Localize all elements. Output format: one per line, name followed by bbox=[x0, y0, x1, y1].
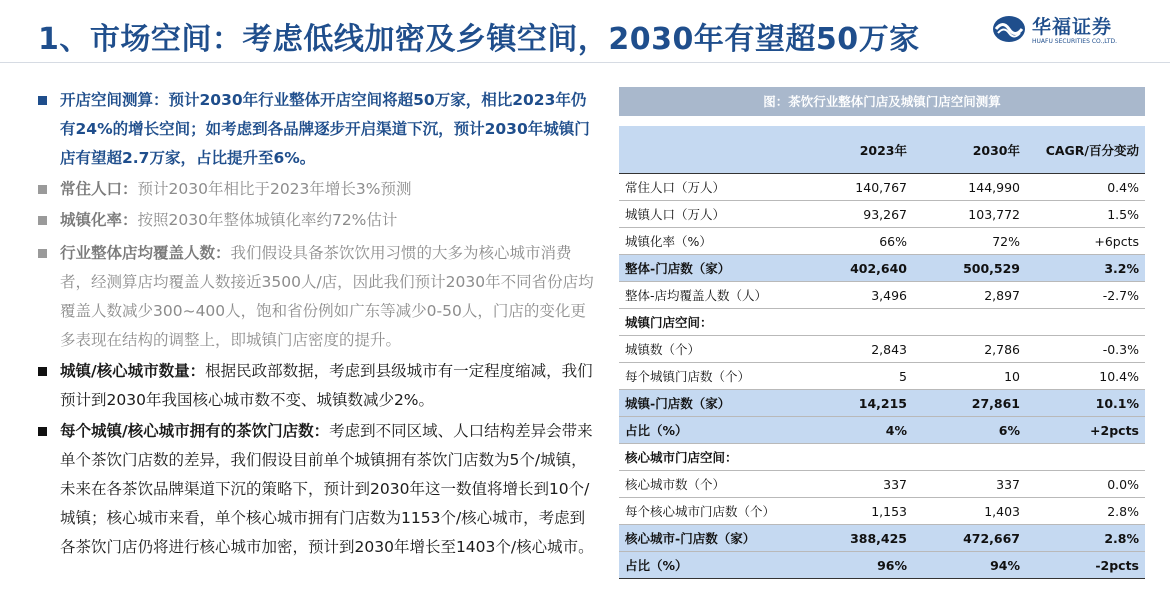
value-change: 10.1% bbox=[1026, 390, 1145, 417]
value-2030 bbox=[913, 309, 1026, 336]
paragraph-head: 城镇/核心城市数量： bbox=[60, 362, 206, 380]
square-bullet-icon bbox=[38, 185, 47, 194]
section-label: 核心城市门店空间： bbox=[619, 444, 799, 471]
value-change: 2.8% bbox=[1026, 498, 1145, 525]
value-2030: 144,990 bbox=[913, 174, 1026, 201]
paragraph-population bbox=[34, 175, 600, 204]
table-row bbox=[619, 363, 1145, 390]
table-section-row bbox=[619, 444, 1145, 471]
row-label: 常住人口（万人） bbox=[619, 174, 799, 201]
table-section-row bbox=[619, 309, 1145, 336]
table-row-highlight bbox=[619, 255, 1145, 282]
value-change: -0.3% bbox=[1026, 336, 1145, 363]
paragraph-body: 预计2030年相比于2023年增长3%预测 bbox=[137, 180, 412, 198]
row-label: 占比（%） bbox=[619, 552, 799, 579]
paragraph-city-count bbox=[34, 357, 600, 415]
paragraph-coverage bbox=[34, 239, 600, 355]
row-label: 整体-门店数（家） bbox=[619, 255, 799, 282]
value-2023: 96% bbox=[799, 552, 913, 579]
logo-name-en: HUAFU SECURITIES CO.,LTD. bbox=[1032, 38, 1118, 45]
value-change bbox=[1026, 309, 1145, 336]
paragraph-body: 我们假设具备茶饮饮用习惯的大多为核心城市消费者，经测算店均覆盖人数接近3500人/店，因此我们预计2030年不同省份店均覆盖人数减少300~400人，饱和省份例如广东等减少0-50人，门店的变化更多表现在结构的调整上，即城镇门店密度的提升。 bbox=[60, 244, 594, 349]
paragraph-body: 按照2030年整体城镇化率约72%估计 bbox=[137, 211, 398, 229]
value-2023: 1,153 bbox=[799, 498, 913, 525]
value-2030: 1,403 bbox=[913, 498, 1026, 525]
store-space-table bbox=[619, 87, 1145, 579]
row-label: 整体-店均覆盖人数（人） bbox=[619, 282, 799, 309]
row-label: 占比（%） bbox=[619, 417, 799, 444]
table-row bbox=[619, 228, 1145, 255]
square-bullet-icon bbox=[38, 427, 47, 436]
value-change: 0.0% bbox=[1026, 471, 1145, 498]
huafu-logo-icon bbox=[992, 14, 1026, 44]
value-2023 bbox=[799, 444, 913, 471]
row-label: 核心城市-门店数（家） bbox=[619, 525, 799, 552]
table-row bbox=[619, 471, 1145, 498]
value-change: -2.7% bbox=[1026, 282, 1145, 309]
row-label: 核心城市数（个） bbox=[619, 471, 799, 498]
text-column bbox=[34, 86, 600, 562]
value-2023: 402,640 bbox=[799, 255, 913, 282]
paragraph-head: 行业整体店均覆盖人数： bbox=[60, 244, 231, 262]
value-2023 bbox=[799, 309, 913, 336]
logo-name-cn: 华福证券 bbox=[1032, 16, 1113, 38]
value-2030: 2,897 bbox=[913, 282, 1026, 309]
row-label: 每个核心城市门店数（个） bbox=[619, 498, 799, 525]
table-row bbox=[619, 282, 1145, 309]
paragraph-body: 根据民政部数据，考虑到县级城市有一定程度缩减，我们预计到2030年我国核心城市数不变、城镇数减少2%。 bbox=[60, 362, 593, 409]
square-bullet-icon bbox=[38, 96, 47, 105]
value-2023: 5 bbox=[799, 363, 913, 390]
value-2030: 472,667 bbox=[913, 525, 1026, 552]
paragraph-head: 常住人口： bbox=[60, 180, 138, 198]
value-change: -2pcts bbox=[1026, 552, 1145, 579]
square-bullet-icon bbox=[38, 249, 47, 258]
data-table bbox=[619, 126, 1145, 579]
value-2030: 103,772 bbox=[913, 201, 1026, 228]
table-row-highlight bbox=[619, 552, 1145, 579]
row-label: 城镇化率（%） bbox=[619, 228, 799, 255]
header-cell: 2023年 bbox=[799, 126, 913, 174]
slide-title: 1、市场空间：考虑低线加密及乡镇空间，2030年有望超50万家 bbox=[38, 22, 920, 57]
table-row bbox=[619, 498, 1145, 525]
table-header-row bbox=[619, 126, 1145, 174]
paragraph-head: 每个城镇/核心城市拥有的茶饮门店数： bbox=[60, 422, 330, 440]
value-2023: 2,843 bbox=[799, 336, 913, 363]
value-2023: 14,215 bbox=[799, 390, 913, 417]
value-2030: 6% bbox=[913, 417, 1026, 444]
value-2023: 140,767 bbox=[799, 174, 913, 201]
table-row bbox=[619, 336, 1145, 363]
value-2023: 93,267 bbox=[799, 201, 913, 228]
value-change bbox=[1026, 444, 1145, 471]
value-change: +2pcts bbox=[1026, 417, 1145, 444]
square-bullet-icon bbox=[38, 216, 47, 225]
table-row-highlight bbox=[619, 525, 1145, 552]
header-cell: CAGR/百分变动 bbox=[1026, 126, 1145, 174]
value-change: +6pcts bbox=[1026, 228, 1145, 255]
paragraph-store-space bbox=[34, 86, 600, 173]
value-2030: 2,786 bbox=[913, 336, 1026, 363]
value-2030: 337 bbox=[913, 471, 1026, 498]
value-2023: 337 bbox=[799, 471, 913, 498]
section-label: 城镇门店空间： bbox=[619, 309, 799, 336]
table-row-highlight bbox=[619, 417, 1145, 444]
value-2023: 3,496 bbox=[799, 282, 913, 309]
paragraph-urbanization bbox=[34, 206, 600, 235]
value-2030: 500,529 bbox=[913, 255, 1026, 282]
value-2030: 94% bbox=[913, 552, 1026, 579]
row-label: 城镇-门店数（家） bbox=[619, 390, 799, 417]
paragraph-body: 考虑到不同区域、人口结构差异会带来单个茶饮门店数的差异，我们假设目前单个城镇拥有茶饮门店数为5个/城镇，未来在各茶饮品牌渠道下沉的策略下，预计到2030年这一数值将增长到10个/城镇；核心城市来看，单个核心城市拥有门店数为1153个/核心城市，考虑到各茶饮门店仍将进行核心城市加密，预计到2030年增长至1403个/核心城市。 bbox=[60, 422, 594, 556]
header-cell: 2030年 bbox=[913, 126, 1026, 174]
square-bullet-icon bbox=[38, 367, 47, 376]
header-cell bbox=[619, 126, 799, 174]
value-2030: 72% bbox=[913, 228, 1026, 255]
value-change: 1.5% bbox=[1026, 201, 1145, 228]
value-2030: 10 bbox=[913, 363, 1026, 390]
table-caption: 图：茶饮行业整体门店及城镇门店空间测算 bbox=[619, 87, 1145, 116]
row-label: 城镇人口（万人） bbox=[619, 201, 799, 228]
table-row bbox=[619, 174, 1145, 201]
value-2023: 388,425 bbox=[799, 525, 913, 552]
value-change: 2.8% bbox=[1026, 525, 1145, 552]
value-2023: 4% bbox=[799, 417, 913, 444]
value-2030 bbox=[913, 444, 1026, 471]
value-change: 0.4% bbox=[1026, 174, 1145, 201]
table-row-highlight bbox=[619, 390, 1145, 417]
value-2030: 27,861 bbox=[913, 390, 1026, 417]
paragraph-stores-per-city bbox=[34, 417, 600, 562]
row-label: 每个城镇门店数（个） bbox=[619, 363, 799, 390]
paragraph-head: 城镇化率： bbox=[60, 211, 138, 229]
row-label: 城镇数（个） bbox=[619, 336, 799, 363]
value-change: 3.2% bbox=[1026, 255, 1145, 282]
value-change: 10.4% bbox=[1026, 363, 1145, 390]
company-logo bbox=[992, 10, 1132, 50]
paragraph-text: 开店空间测算：预计2030年行业整体开店空间将超50万家，相比2023年仍有24%的增长空间；如考虑到各品牌逐步开启渠道下沉，预计2030年城镇门店有望超2.7万家，占比提升至6%。 bbox=[60, 91, 590, 167]
value-2023: 66% bbox=[799, 228, 913, 255]
table-row bbox=[619, 201, 1145, 228]
title-divider bbox=[0, 62, 1170, 63]
